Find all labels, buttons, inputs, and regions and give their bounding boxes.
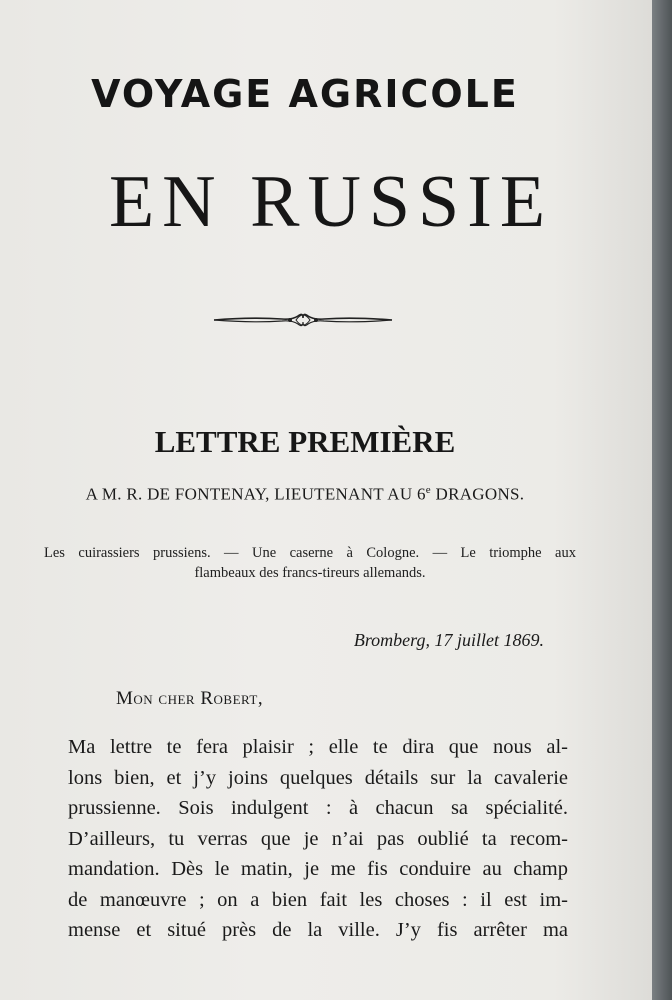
summary-line: flambeaux des francs-tireurs allemands. [194,565,426,581]
body-line: mandation. Dès le matin, je me fis conduire au champ [68,858,568,880]
letter-body [68,732,568,946]
ornament-rule [212,308,394,332]
chapter-summary [44,543,576,583]
summary-line: Les cuirassiers prussiens. — Une caserne à Cologne. — Le triomphe aux [44,545,576,561]
body-line: Ma lettre te fera plaisir ; elle te dira que nous al- [68,736,568,758]
body-line: de manœuvre ; on a bien fait les choses : il est im- [68,888,568,911]
body-line: D’ailleurs, tu verras que je n’ai pas oublié ta recom- [68,827,568,850]
body-line: lons bien, et j’y joins quelques détails sur la cavalerie [68,766,568,789]
book-title-line1: VOYAGE AGRICOLE [91,72,519,116]
page-edge [652,0,672,1000]
chapter-title: LETTRE PREMIÈRE [154,424,456,459]
body-line: mense et situé près de la ville. J’y fis arrêter ma [68,919,568,941]
letter-dateline: Bromberg, 17 juillet 1869. [353,630,544,650]
body-line: prussienne. Sois indulgent : à chacun sa spécialité. [68,797,568,819]
book-title-line2: EN RUSSIE [108,161,554,243]
letter-salutation: Mon cher Robert, [116,688,264,709]
chapter-dedication: A M. R. DE FONTENAY, LIEUTENANT AU 6e DRAGONS. [85,484,525,504]
